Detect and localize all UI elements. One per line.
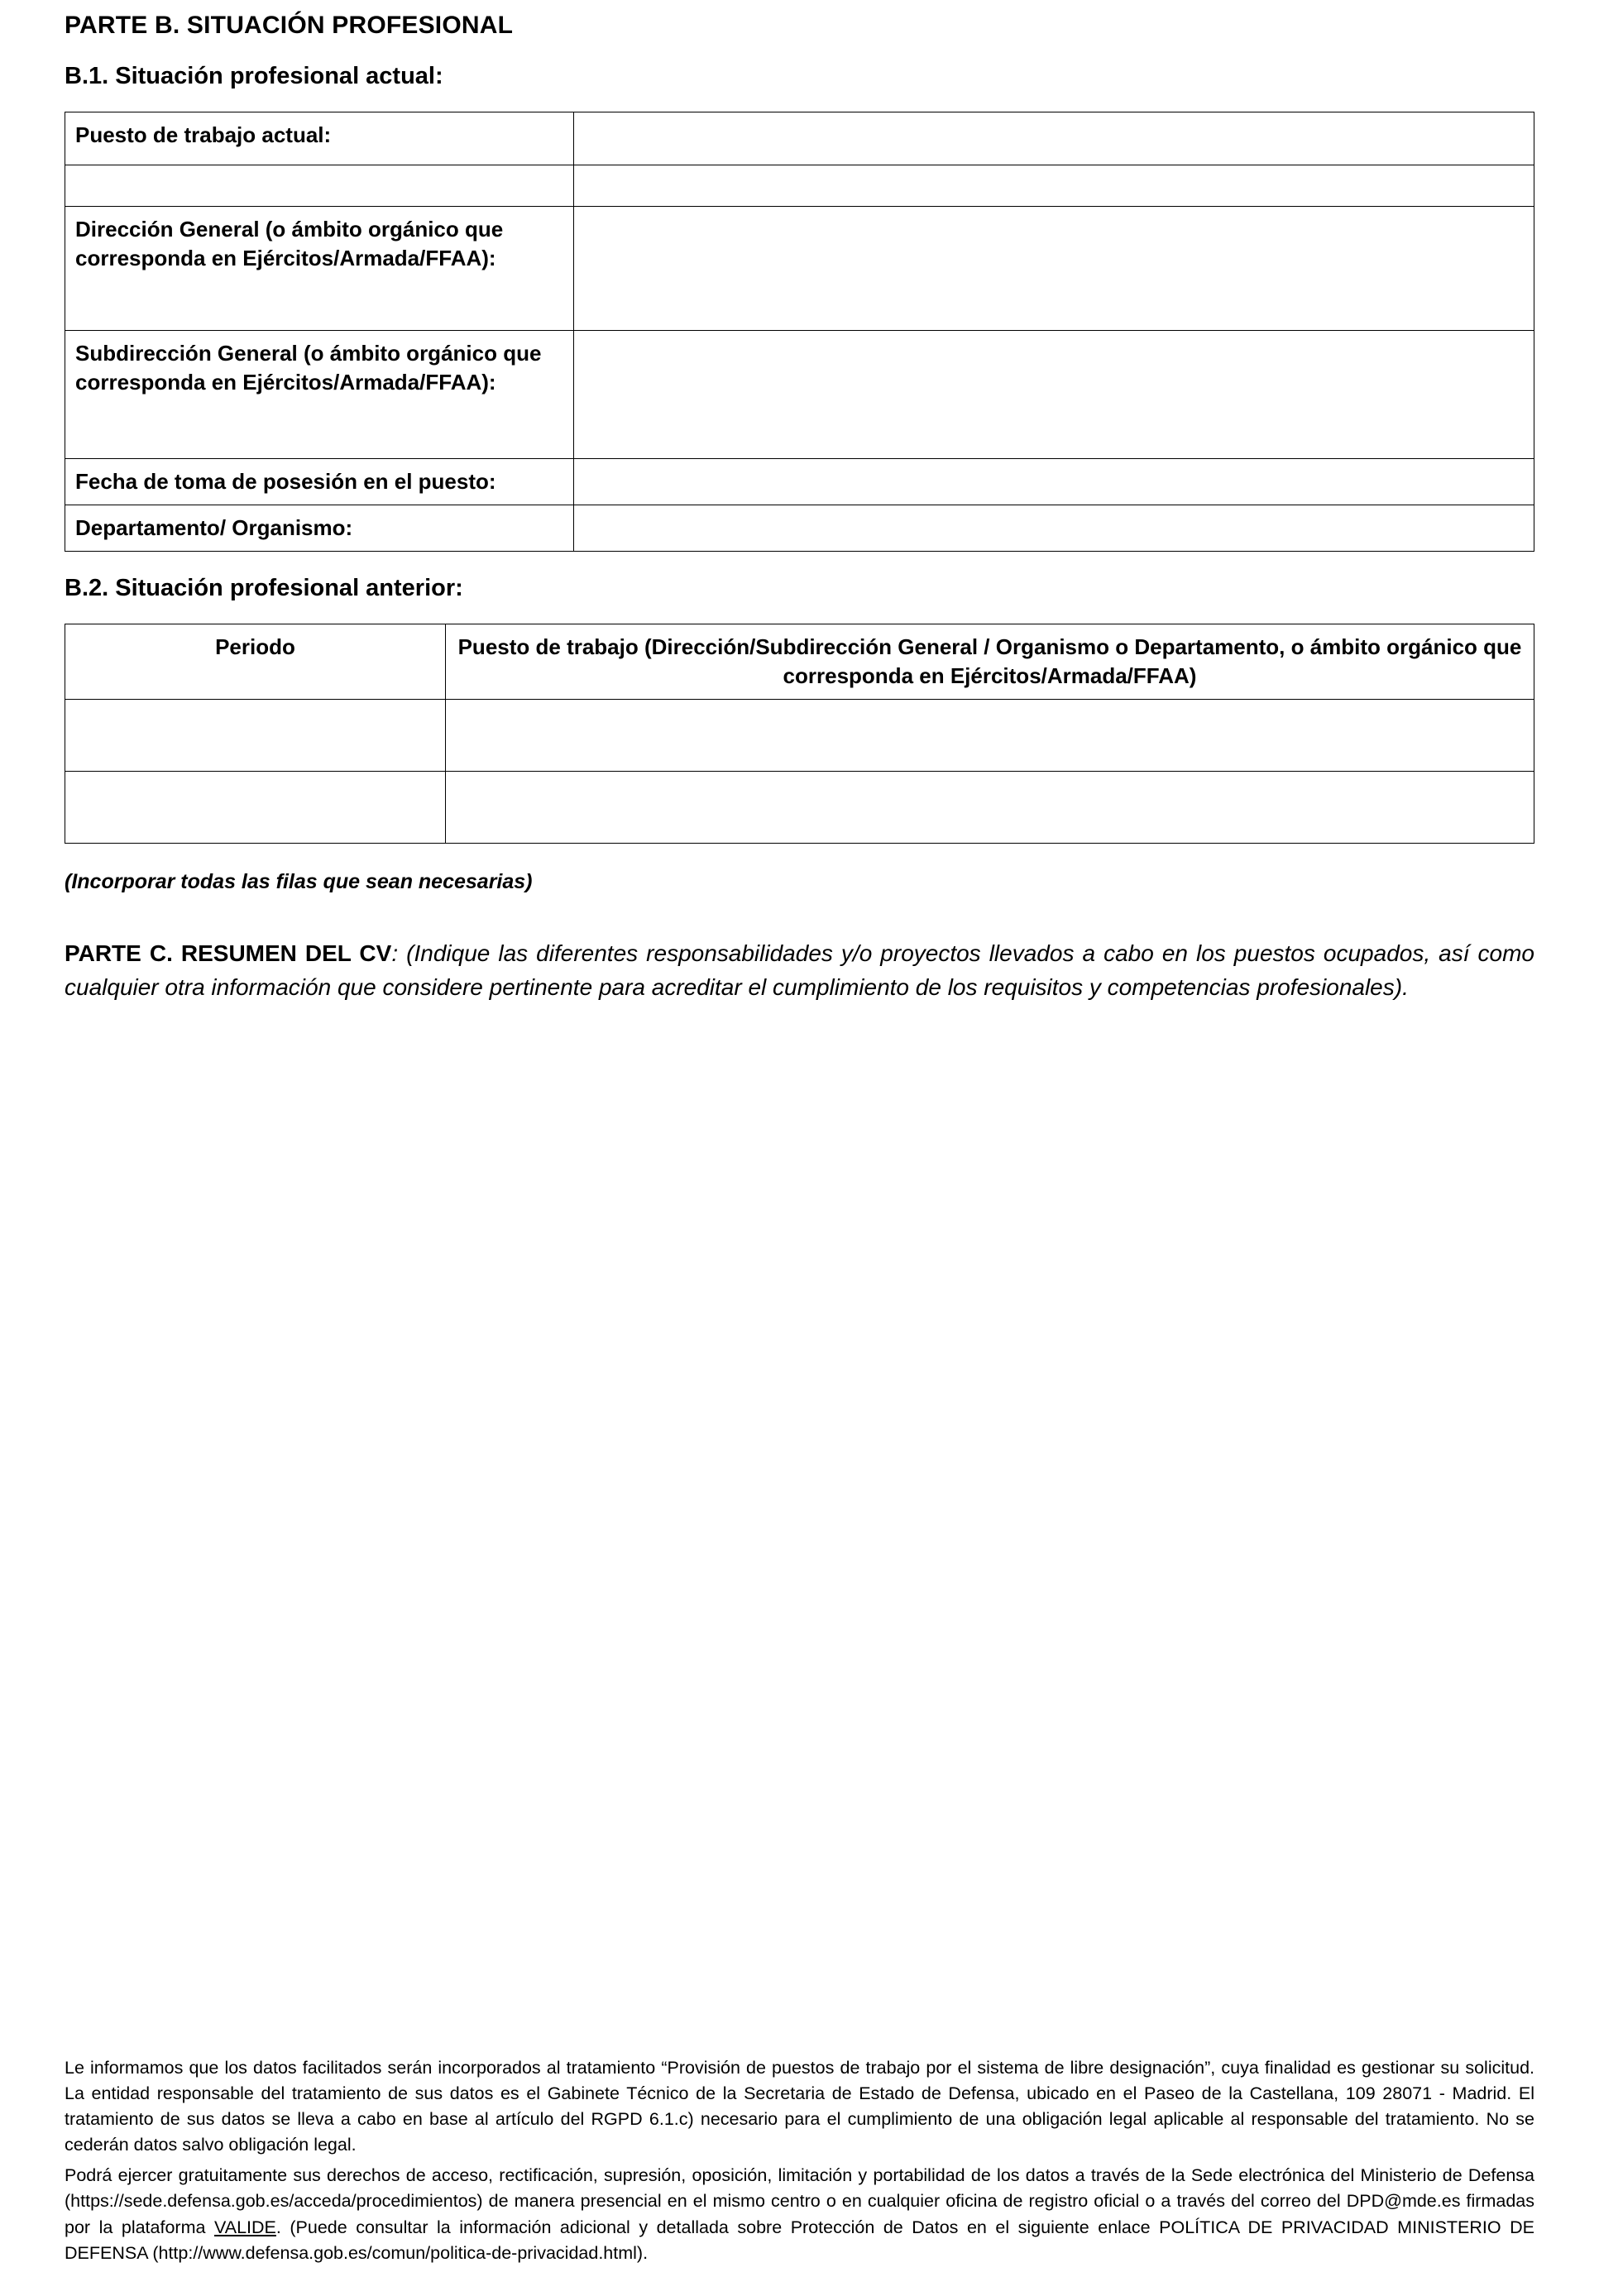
section-b2-number: B.2. <box>65 575 109 601</box>
label-subdireccion-general: Subdirección General (o ámbito orgánico que corresponda en Ejércitos/Armada/FFAA): <box>65 331 574 459</box>
label-fecha-toma-posesion: Fecha de toma de posesión en el puesto: <box>65 459 574 505</box>
table-header-row <box>65 624 1534 700</box>
column-header-puesto-trabajo: Puesto de trabajo (Dirección/Subdirección General / Organismo o Departamento, o ámbito orgánico que corresponda en Ejércitos/Armada/FFAA) <box>446 624 1534 700</box>
label-departamento-organismo: Departamento/ Organismo: <box>65 505 574 552</box>
legal-paragraph-2-part-a: Podrá ejercer gratuitamente sus derechos de acceso, rectificación, supresión, oposición, limitación y portabilidad de los datos a través de la Sede electrónica del Ministerio de Defensa (https://sede.defensa.gob.es/acceda/procedimientos) de manera presencial en el mismo centro o en cualquier oficina de registro oficial o a través del correo del DPD@mde.es firmadas por la plataforma <box>65 2165 1534 2237</box>
field-periodo-1[interactable] <box>65 700 446 772</box>
label-puesto-trabajo-actual: Puesto de trabajo actual: <box>65 112 574 165</box>
field-periodo-2[interactable] <box>65 772 446 844</box>
field-departamento-organismo[interactable] <box>574 505 1534 552</box>
section-b1-number: B.1. <box>65 63 109 89</box>
legal-notice <box>65 2055 1534 2266</box>
part-c-text: : (Indique las diferentes responsabilidades y/o proyectos llevados a cabo en los puestos ocupados, así como cualquier otra información que considere pertinente para acreditar el cumplimiento de los requisitos y competencias profesionales). <box>65 940 1534 1000</box>
table-situacion-actual <box>65 112 1534 552</box>
section-b1-heading <box>65 40 1534 90</box>
table-row <box>65 112 1534 165</box>
section-b1-label: Situación profesional actual: <box>115 63 443 89</box>
table-row <box>65 700 1534 772</box>
table-row <box>65 459 1534 505</box>
field-subdireccion-general[interactable] <box>574 331 1534 459</box>
field-direccion-general[interactable] <box>574 207 1534 331</box>
table-row <box>65 207 1534 331</box>
legal-paragraph-2-part-b: . (Puede consultar la información adicional y detallada sobre Protección de Datos en el siguiente enlace POLÍTICA DE PRIVACIDAD MINISTERIO DE DEFENSA (http://www.defensa.gob.es/comun/politica-de-privacidad.html). <box>65 2217 1534 2263</box>
part-c-block <box>65 937 1534 1004</box>
label-direccion-general: Dirección General (o ámbito orgánico que corresponda en Ejércitos/Armada/FFAA): <box>65 207 574 331</box>
table-row <box>65 505 1534 552</box>
part-b-title: PARTE B. SITUACIÓN PROFESIONAL <box>65 12 514 39</box>
field-fecha-toma-posesion[interactable] <box>574 459 1534 505</box>
table-row <box>65 165 1534 207</box>
part-c-label: PARTE C. RESUMEN DEL CV <box>65 940 392 967</box>
table-situacion-anterior <box>65 624 1534 844</box>
table-row <box>65 772 1534 844</box>
section-b2-heading <box>65 552 1534 602</box>
field-puesto-2[interactable] <box>446 772 1534 844</box>
legal-paragraph-1: Le informamos que los datos facilitados serán incorporados al tratamiento “Provisión de puestos de trabajo por el sistema de libre designación”, cuya finalidad es gestionar su solicitud. La entidad responsable del tratamiento de sus datos es el Gabinete Técnico de la Secretaria de Estado de Defensa, ubicado en el Paseo de la Castellana, 109 28071 - Madrid. El tratamiento de sus datos se lleva a cabo en base al artículo del RGPD 6.1.c) necesario para el cumplimiento de una obligación legal aplicable al responsable del tratamiento. No se cederán datos salvo obligación legal. <box>65 2057 1534 2155</box>
section-b2-label: Situación profesional anterior: <box>115 575 463 601</box>
legal-link-valide[interactable]: VALIDE <box>213 2217 276 2237</box>
field-blank-row[interactable] <box>574 165 1534 207</box>
note-incorporar-filas: (Incorporar todas las filas que sean necesarias) <box>65 870 533 894</box>
field-puesto-trabajo-actual[interactable] <box>574 112 1534 165</box>
column-header-periodo: Periodo <box>65 624 446 700</box>
table-row <box>65 331 1534 459</box>
legal-paragraph-2 <box>65 2163 1534 2266</box>
label-blank-row <box>65 165 574 207</box>
field-puesto-1[interactable] <box>446 700 1534 772</box>
